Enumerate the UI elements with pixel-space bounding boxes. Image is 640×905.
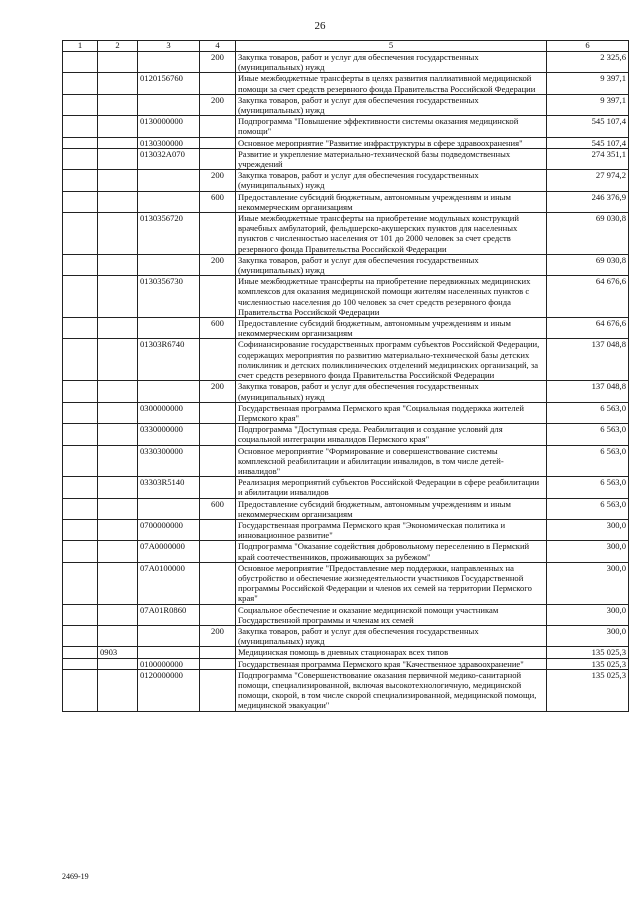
- cell-subsection: [98, 191, 138, 212]
- cell-expense-type: [200, 604, 236, 625]
- cell-section: [63, 562, 98, 604]
- cell-amount: 2 325,6: [547, 52, 629, 73]
- cell-section: [63, 52, 98, 73]
- table-row: [63, 541, 629, 562]
- cell-section: [63, 445, 98, 477]
- cell-amount: 300,0: [547, 562, 629, 604]
- cell-name: Иные межбюджетные трансферты на приобретение модульных конструкций врачебных амбулаторий, фельдшерско-акушерских пунктов для населенных пунктов с численностью населения от 101 до 2000 человек за счет средств резервного фонда Правительства Российской Федерации: [236, 213, 547, 255]
- cell-target-code: 0130356720: [138, 213, 200, 255]
- table-row: [63, 116, 629, 137]
- cell-section: [63, 73, 98, 94]
- table-row: [63, 276, 629, 318]
- cell-target-code: [138, 647, 200, 658]
- cell-section: [63, 116, 98, 137]
- cell-expense-type: [200, 137, 236, 148]
- cell-expense-type: [200, 116, 236, 137]
- cell-amount: 6 563,0: [547, 477, 629, 498]
- cell-amount: 135 025,3: [547, 658, 629, 669]
- cell-amount: 27 974,2: [547, 170, 629, 191]
- column-header: 3: [138, 41, 200, 52]
- cell-target-code: 0120156760: [138, 73, 200, 94]
- cell-subsection: [98, 276, 138, 318]
- cell-expense-type: 600: [200, 498, 236, 519]
- cell-subsection: [98, 52, 138, 73]
- cell-subsection: [98, 445, 138, 477]
- cell-amount: 9 397,1: [547, 94, 629, 115]
- cell-section: [63, 477, 98, 498]
- cell-name: Социальное обеспечение и оказание медицинской помощи участникам Государственной программы и членам их семей: [236, 604, 547, 625]
- cell-amount: 6 563,0: [547, 445, 629, 477]
- cell-section: [63, 137, 98, 148]
- cell-amount: 545 107,4: [547, 116, 629, 137]
- table-row: [63, 477, 629, 498]
- cell-section: [63, 318, 98, 339]
- header-row: [63, 41, 629, 52]
- cell-section: [63, 381, 98, 402]
- cell-expense-type: [200, 213, 236, 255]
- cell-section: [63, 191, 98, 212]
- table-row: [63, 402, 629, 423]
- cell-subsection: [98, 94, 138, 115]
- cell-target-code: [138, 52, 200, 73]
- cell-name: Основное мероприятие "Формирование и совершенствование системы комплексной реабилитации и абилитации инвалидов, в том числе детей-инвалидов": [236, 445, 547, 477]
- cell-section: [63, 339, 98, 381]
- table-row: [63, 148, 629, 169]
- cell-amount: 300,0: [547, 625, 629, 646]
- cell-section: [63, 276, 98, 318]
- cell-name: Основное мероприятие "Предоставление мер поддержки, направленных на обустройство и обеспечение жизнедеятельности участников Государственной программы Российской Федерации и членов их семей на территории Пермского края": [236, 562, 547, 604]
- cell-expense-type: [200, 519, 236, 540]
- cell-section: [63, 402, 98, 423]
- cell-subsection: [98, 562, 138, 604]
- cell-amount: 137 048,8: [547, 381, 629, 402]
- cell-section: [63, 625, 98, 646]
- cell-subsection: [98, 424, 138, 445]
- cell-subsection: [98, 625, 138, 646]
- cell-target-code: [138, 254, 200, 275]
- table-row: [63, 52, 629, 73]
- cell-name: Иные межбюджетные трансферты в целях развития паллиативной медицинской помощи за счет средств резервного фонда Правительства Российской Федерации: [236, 73, 547, 94]
- cell-target-code: 0130000000: [138, 116, 200, 137]
- cell-subsection: [98, 658, 138, 669]
- cell-name: Предоставление субсидий бюджетным, автономным учреждениям и иным некоммерческим организациям: [236, 191, 547, 212]
- cell-subsection: 0903: [98, 647, 138, 658]
- table-row: [63, 445, 629, 477]
- cell-section: [63, 94, 98, 115]
- cell-section: [63, 658, 98, 669]
- cell-name: Подпрограмма "Совершенствование оказания первичной медико-санитарной помощи, специализированной, включая высокотехнологичную, медицинской помощи, скорой, в том числе скорой специализированной, медицинской помощи, медицинской эвакуации": [236, 669, 547, 711]
- cell-target-code: [138, 170, 200, 191]
- cell-subsection: [98, 541, 138, 562]
- column-header: 4: [200, 41, 236, 52]
- cell-target-code: [138, 318, 200, 339]
- cell-target-code: 0330300000: [138, 445, 200, 477]
- cell-subsection: [98, 213, 138, 255]
- cell-name: Государственная программа Пермского края "Качественное здравоохранение": [236, 658, 547, 669]
- cell-section: [63, 519, 98, 540]
- cell-section: [63, 604, 98, 625]
- cell-target-code: [138, 498, 200, 519]
- cell-name: Закупка товаров, работ и услуг для обеспечения государственных (муниципальных) нужд: [236, 381, 547, 402]
- table-row: [63, 318, 629, 339]
- cell-subsection: [98, 604, 138, 625]
- column-header: 5: [236, 41, 547, 52]
- cell-name: Государственная программа Пермского края "Экономическая политика и инновационное развитие": [236, 519, 547, 540]
- table-row: [63, 254, 629, 275]
- cell-name: Закупка товаров, работ и услуг для обеспечения государственных (муниципальных) нужд: [236, 625, 547, 646]
- cell-expense-type: [200, 339, 236, 381]
- cell-name: Основное мероприятие "Развитие инфраструктуры в сфере здравоохранения": [236, 137, 547, 148]
- table-row: [63, 498, 629, 519]
- cell-subsection: [98, 137, 138, 148]
- column-header: 6: [547, 41, 629, 52]
- cell-section: [63, 647, 98, 658]
- cell-expense-type: [200, 562, 236, 604]
- cell-subsection: [98, 170, 138, 191]
- cell-expense-type: 200: [200, 52, 236, 73]
- cell-target-code: 0330000000: [138, 424, 200, 445]
- table-row: [63, 73, 629, 94]
- cell-expense-type: [200, 477, 236, 498]
- table-row: [63, 213, 629, 255]
- cell-amount: 9 397,1: [547, 73, 629, 94]
- cell-section: [63, 170, 98, 191]
- cell-section: [63, 213, 98, 255]
- cell-subsection: [98, 519, 138, 540]
- table-row: [63, 191, 629, 212]
- cell-target-code: 01303R6740: [138, 339, 200, 381]
- cell-target-code: 013032A070: [138, 148, 200, 169]
- cell-expense-type: [200, 276, 236, 318]
- table-row: [63, 562, 629, 604]
- table-row: [63, 424, 629, 445]
- page-number: 26: [314, 20, 326, 32]
- cell-amount: 6 563,0: [547, 424, 629, 445]
- budget-table: [62, 40, 629, 712]
- cell-section: [63, 424, 98, 445]
- cell-expense-type: [200, 445, 236, 477]
- cell-subsection: [98, 402, 138, 423]
- cell-expense-type: 200: [200, 94, 236, 115]
- cell-expense-type: [200, 541, 236, 562]
- cell-expense-type: 200: [200, 625, 236, 646]
- table-row: [63, 170, 629, 191]
- cell-target-code: 0130356730: [138, 276, 200, 318]
- cell-amount: 135 025,3: [547, 669, 629, 711]
- cell-section: [63, 148, 98, 169]
- cell-name: Иные межбюджетные трансферты на приобретение передвижных медицинских комплексов для оказания медицинской помощи жителям населенных пунктов с численностью населения до 100 человек за счет средств резервного фонда Правительства Российской Федерации: [236, 276, 547, 318]
- cell-expense-type: 200: [200, 381, 236, 402]
- cell-section: [63, 541, 98, 562]
- cell-expense-type: 600: [200, 318, 236, 339]
- table-row: [63, 625, 629, 646]
- table-row: [63, 519, 629, 540]
- cell-target-code: 03303R5140: [138, 477, 200, 498]
- cell-name: Закупка товаров, работ и услуг для обеспечения государственных (муниципальных) нужд: [236, 254, 547, 275]
- cell-expense-type: 600: [200, 191, 236, 212]
- cell-section: [63, 254, 98, 275]
- cell-expense-type: [200, 402, 236, 423]
- cell-name: Предоставление субсидий бюджетным, автономным учреждениям и иным некоммерческим организациям: [236, 498, 547, 519]
- cell-subsection: [98, 148, 138, 169]
- cell-subsection: [98, 339, 138, 381]
- cell-section: [63, 669, 98, 711]
- column-header: 2: [98, 41, 138, 52]
- cell-name: Подпрограмма "Повышение эффективности системы оказания медицинской помощи": [236, 116, 547, 137]
- cell-amount: 69 030,8: [547, 254, 629, 275]
- cell-target-code: [138, 625, 200, 646]
- cell-name: Предоставление субсидий бюджетным, автономным учреждениям и иным некоммерческим организациям: [236, 318, 547, 339]
- cell-target-code: 0100000000: [138, 658, 200, 669]
- cell-expense-type: [200, 73, 236, 94]
- table-row: [63, 339, 629, 381]
- cell-subsection: [98, 381, 138, 402]
- cell-name: Государственная программа Пермского края "Социальная поддержка жителей Пермского края": [236, 402, 547, 423]
- cell-target-code: 07A01R0860: [138, 604, 200, 625]
- table-row: [63, 137, 629, 148]
- cell-amount: 137 048,8: [547, 339, 629, 381]
- cell-amount: 246 376,9: [547, 191, 629, 212]
- table-row: [63, 669, 629, 711]
- cell-subsection: [98, 73, 138, 94]
- cell-target-code: [138, 191, 200, 212]
- cell-amount: 274 351,1: [547, 148, 629, 169]
- cell-subsection: [98, 318, 138, 339]
- cell-amount: 64 676,6: [547, 318, 629, 339]
- cell-amount: 300,0: [547, 604, 629, 625]
- cell-amount: 6 563,0: [547, 402, 629, 423]
- cell-expense-type: [200, 658, 236, 669]
- cell-subsection: [98, 254, 138, 275]
- cell-amount: 300,0: [547, 519, 629, 540]
- cell-target-code: 0700000000: [138, 519, 200, 540]
- cell-subsection: [98, 116, 138, 137]
- cell-amount: 6 563,0: [547, 498, 629, 519]
- cell-name: Подпрограмма "Оказание содействия добровольному переселению в Пермский край соотечественников, проживающих за рубежом": [236, 541, 547, 562]
- cell-expense-type: 200: [200, 254, 236, 275]
- cell-expense-type: [200, 669, 236, 711]
- table-row: [63, 647, 629, 658]
- cell-expense-type: [200, 148, 236, 169]
- cell-target-code: 0130300000: [138, 137, 200, 148]
- cell-name: Софинансирование государственных программ субъектов Российской Федерации, содержащих мероприятия по развитию материально-технической базы детских поликлиник и детских поликлинических отделений медицинских организаций, за счет средств резервного фонда Правительства Российской Федерации: [236, 339, 547, 381]
- document-code: 2469-19: [62, 872, 89, 881]
- cell-name: Развитие и укрепление материально-технической базы подведомственных учреждений: [236, 148, 547, 169]
- table-row: [63, 604, 629, 625]
- cell-target-code: [138, 94, 200, 115]
- cell-section: [63, 498, 98, 519]
- cell-amount: 545 107,4: [547, 137, 629, 148]
- table-row: [63, 94, 629, 115]
- cell-expense-type: [200, 647, 236, 658]
- cell-target-code: 07A0100000: [138, 562, 200, 604]
- cell-target-code: 0300000000: [138, 402, 200, 423]
- cell-expense-type: 200: [200, 170, 236, 191]
- cell-amount: 300,0: [547, 541, 629, 562]
- cell-name: Закупка товаров, работ и услуг для обеспечения государственных (муниципальных) нужд: [236, 52, 547, 73]
- table-row: [63, 381, 629, 402]
- cell-subsection: [98, 477, 138, 498]
- cell-name: Закупка товаров, работ и услуг для обеспечения государственных (муниципальных) нужд: [236, 170, 547, 191]
- cell-expense-type: [200, 424, 236, 445]
- cell-subsection: [98, 669, 138, 711]
- cell-name: Медицинская помощь в дневных стационарах всех типов: [236, 647, 547, 658]
- table-row: [63, 658, 629, 669]
- cell-name: Закупка товаров, работ и услуг для обеспечения государственных (муниципальных) нужд: [236, 94, 547, 115]
- cell-amount: 135 025,3: [547, 647, 629, 658]
- cell-amount: 64 676,6: [547, 276, 629, 318]
- cell-subsection: [98, 498, 138, 519]
- cell-target-code: 07A0000000: [138, 541, 200, 562]
- cell-name: Реализация мероприятий субъектов Российской Федерации в сфере реабилитации и абилитации инвалидов: [236, 477, 547, 498]
- cell-amount: 69 030,8: [547, 213, 629, 255]
- cell-target-code: [138, 381, 200, 402]
- cell-target-code: 0120000000: [138, 669, 200, 711]
- column-header: 1: [63, 41, 98, 52]
- cell-name: Подпрограмма "Доступная среда. Реабилитация и создание условий для социальной интеграции инвалидов Пермского края": [236, 424, 547, 445]
